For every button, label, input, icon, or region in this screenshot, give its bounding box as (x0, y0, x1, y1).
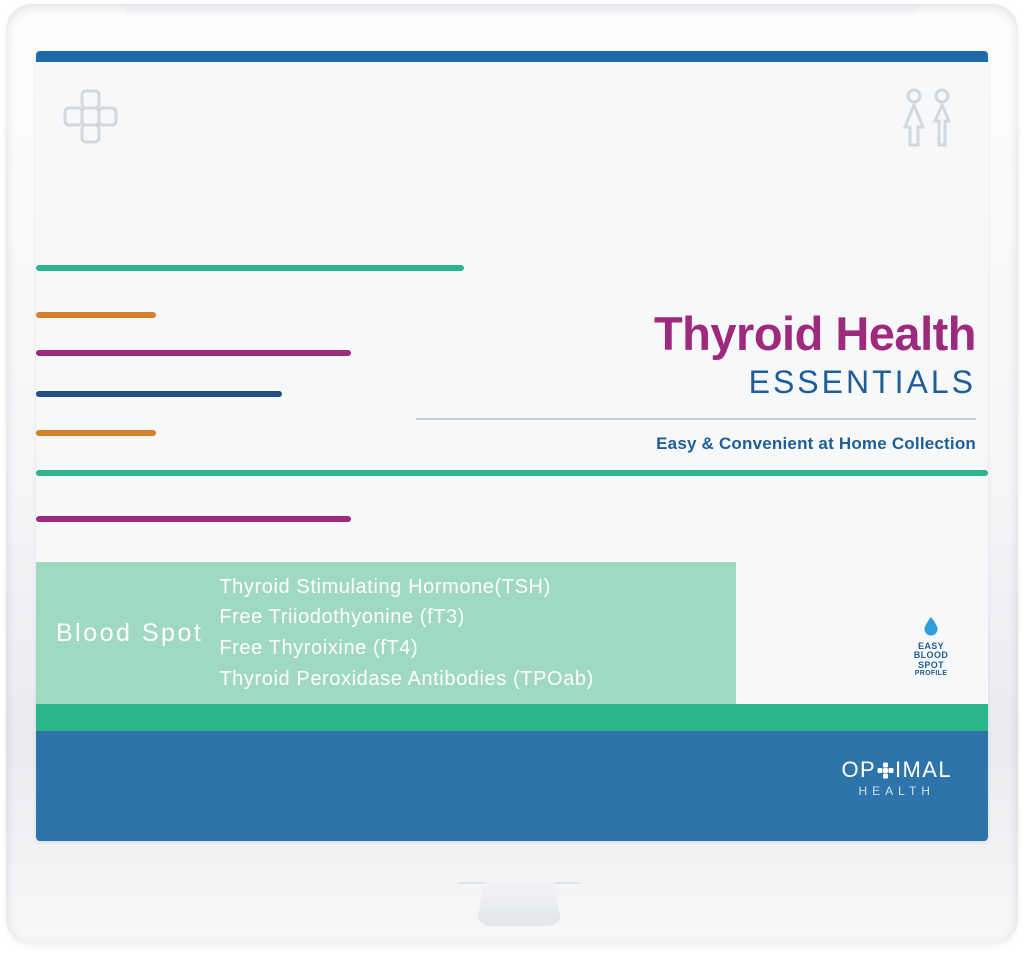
green-footer-strip (36, 704, 988, 731)
label-top-bar (36, 51, 988, 62)
badge-line-3: SPOT (917, 659, 945, 670)
brand-name-right: IMAL (895, 757, 952, 782)
brand-name-left: OP (841, 757, 877, 782)
blood-spot-panel (36, 562, 736, 704)
stripe-orange-1 (36, 312, 156, 318)
test-kit-case (6, 4, 1018, 944)
product-title: Thyroid Health (653, 307, 976, 360)
badge-line-1: EASY (917, 641, 945, 652)
analyte-item: Thyroid Peroxidase Antibodies (TPOab) (219, 667, 594, 690)
title-divider (416, 418, 976, 420)
case-lid-seam (126, 4, 916, 14)
brand-wordmark (841, 757, 952, 783)
stripe-teal-2 (36, 470, 988, 476)
easy-blood-spot-badge (900, 616, 962, 677)
stripe-magenta-2 (36, 516, 351, 522)
brand-subtext: HEALTH (858, 784, 935, 798)
brand-cross-icon (877, 759, 894, 785)
stripe-blue-1 (36, 391, 282, 397)
badge-line-4: PROFILE (914, 669, 948, 677)
product-subtitle: ESSENTIALS (748, 364, 976, 401)
analyte-item: Free Triiodothyonine (fT3) (219, 606, 466, 629)
analyte-list (203, 572, 594, 694)
brand-logo (841, 757, 952, 798)
case-latch (476, 882, 562, 926)
title-block (416, 309, 976, 454)
stripe-magenta-1 (36, 350, 351, 356)
sample-type-label: Blood Spot (56, 618, 204, 647)
analyte-item: Free Thyroixine (fT4) (219, 637, 419, 659)
male-female-icon (898, 87, 960, 149)
badge-line-2: BLOOD (913, 650, 949, 661)
analyte-item: Thyroid Stimulating Hormone(TSH) (219, 575, 551, 598)
medical-cross-icon (62, 88, 118, 144)
blood-drop-icon (900, 616, 962, 640)
product-label (36, 51, 988, 841)
stripe-teal-1 (36, 265, 464, 271)
product-tagline: Easy & Convenient at Home Collection (656, 434, 976, 454)
stripe-orange-2 (36, 430, 156, 436)
